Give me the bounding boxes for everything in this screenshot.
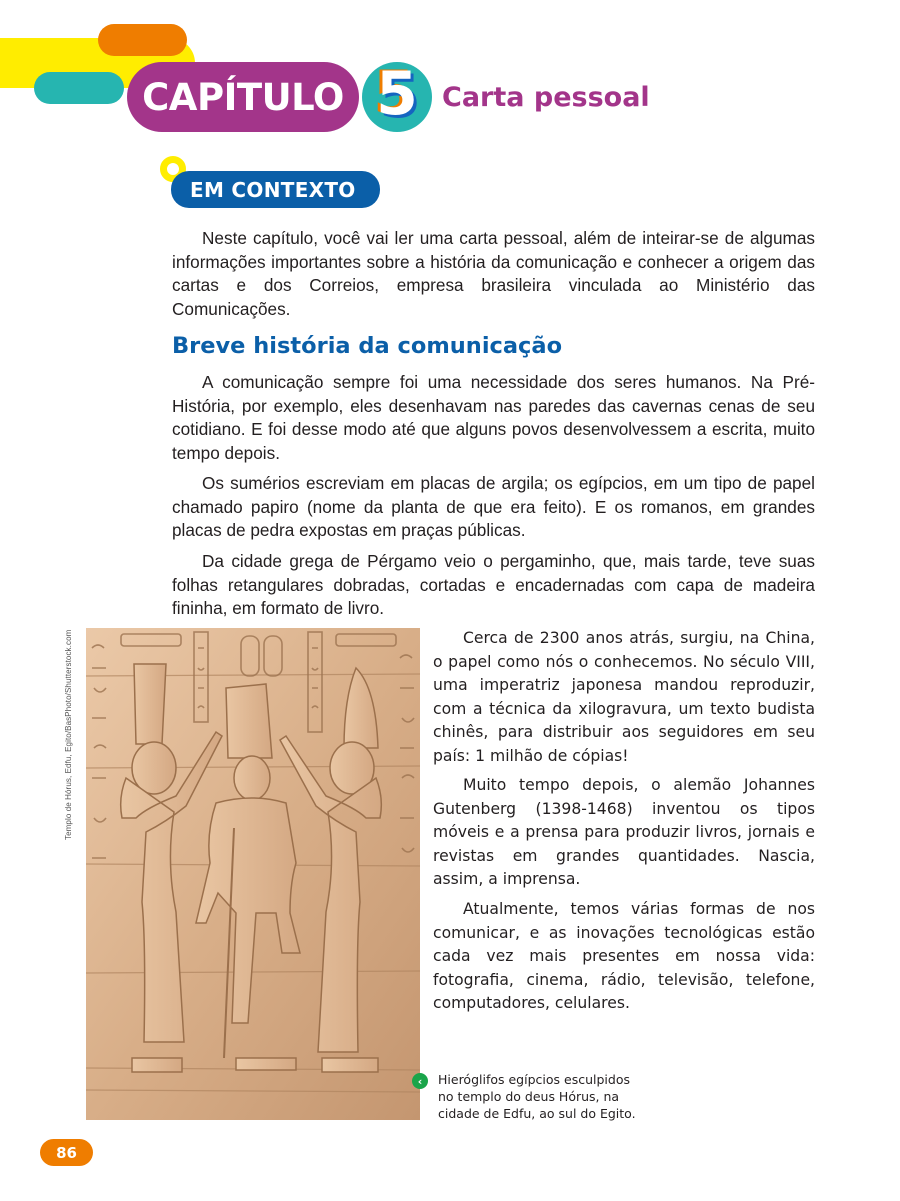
paragraph-3: Da cidade grega de Pérgamo veio o pergaminho, que, mais tarde, teve suas folhas retangulares dobradas, cortadas e encadernadas com capa de madeira fininha, em formato de livro. <box>172 551 815 618</box>
figure-caption <box>438 1071 658 1122</box>
caption-line-1: Hieróglifos egípcios esculpidos <box>438 1072 630 1087</box>
paragraph-6: Atualmente, temos várias formas de nos comunicar, e as inovações tecnológicas estão cada vez mais presentes em nossa vida: fotografia, cinema, rádio, televisão, telefone, computadores, celulares. <box>433 900 815 1012</box>
chapter-label: CAPÍTULO <box>142 75 344 119</box>
chapter-label-pill <box>127 62 359 132</box>
egyptian-relief-photo <box>86 628 420 1120</box>
section-heading: Breve história da comunicação <box>172 333 563 359</box>
chapter-number-badge <box>362 59 432 132</box>
intro-paragraph: Neste capítulo, você vai ler uma carta pessoal, além de inteirar-se de algumas informações importantes sobre a história da comunicação e conhecer a origem das cartas e dos Correios, empresa brasileira vinculada ao Ministério das Comunicações. <box>172 228 815 319</box>
paragraph-5: Muito tempo depois, o alemão Johannes Gutenberg (1398-1468) inventou os tipos móveis e a prensa para produzir livros, jornais e revistas em grandes quantidades. Nascia, assim, a imprensa. <box>433 776 815 888</box>
chapter-title: Carta pessoal <box>442 82 650 113</box>
header-teal-pill <box>34 72 124 104</box>
photo-credit: Templo de Hórus, Edfu, Egito/BasPhoto/Shutterstock.com <box>64 629 73 840</box>
caption-line-3: cidade de Edfu, ao sul do Egito. <box>438 1106 636 1121</box>
relief-illustration <box>86 628 420 1120</box>
paragraph-2: Os sumérios escreviam em placas de argila; os egípcios, em um tipo de papel chamado papiro (nome da planta de que era feito). E os romanos, em grandes placas de pedra expostas em praças públicas. <box>172 473 815 540</box>
context-badge-label: EM CONTEXTO <box>190 177 356 202</box>
chapter-number: 5 <box>376 59 418 129</box>
chevron-left-icon: ‹ <box>412 1073 428 1089</box>
context-badge <box>171 171 380 208</box>
page-number: 86 <box>40 1139 93 1166</box>
caption-line-2: no templo do deus Hórus, na <box>438 1089 620 1104</box>
paragraph-1: A comunicação sempre foi uma necessidade dos seres humanos. Na Pré-História, por exemplo, eles desenhavam nas paredes das cavernas cenas de seu cotidiano. E foi desse modo até que alguns povos desenvolvessem a escrita, muito tempo depois. <box>172 372 815 463</box>
paragraph-4: Cerca de 2300 anos atrás, surgiu, na China, o papel como nós o conhecemos. No século VIII, uma imperatriz japonesa mandou reproduzir, com a técnica da xilogravura, um texto budista chinês, para distribuir aos seguidores em seu país: 1 milhão de cópias! <box>433 629 815 765</box>
header-orange-pill <box>98 24 187 56</box>
